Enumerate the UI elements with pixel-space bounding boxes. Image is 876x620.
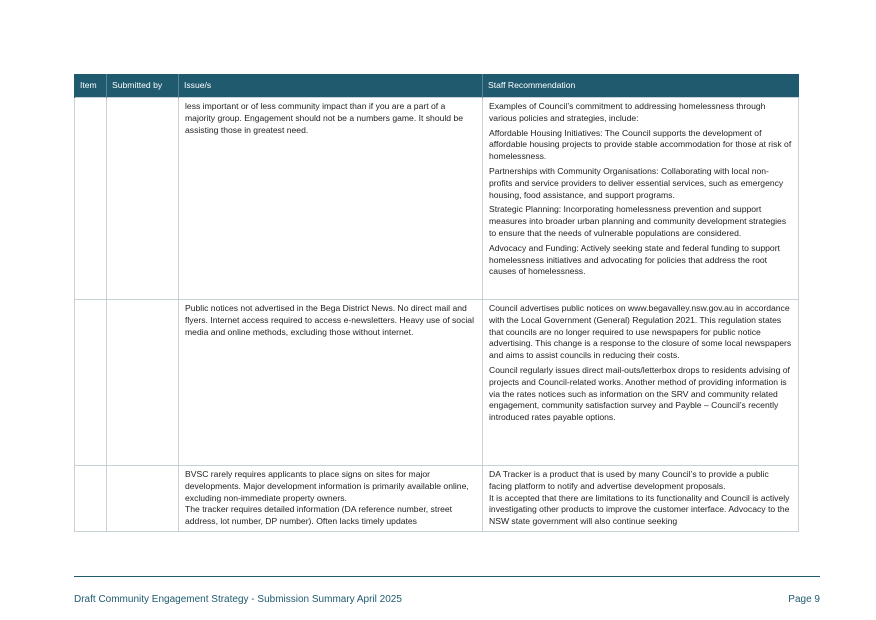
footer-divider	[74, 576, 820, 577]
issue-cell	[179, 98, 483, 300]
recommendation-text: It is accepted that there are limitations to its functionality and Council is actively investigating other products to improve the customer interface. Advocacy to the NSW state government will also continue seeking	[489, 492, 790, 527]
table-row	[75, 300, 799, 466]
recommendation-cell	[483, 98, 799, 300]
recommendation-text: Advocacy and Funding: Actively seeking state and federal funding to support homelessness initiatives and advocating for policies that address the root causes of homelessness.	[489, 242, 780, 277]
table-row	[75, 98, 799, 300]
recommendation-text: Council advertises public notices on www.begavalley.nsw.gov.au in accordance with the Local Government (General) Regulation 2021. This regulation states that councils are no longer required to use newspapers for public notice advertising. This change is a response to the closure of some local newspapers and aims to assist councils in reducing their costs.	[489, 303, 792, 361]
submitted-by-cell	[107, 466, 179, 532]
recommendation-text: Affordable Housing Initiatives: The Council supports the development of affordable housing projects to provide stable accommodation for those at risk of homelessness.	[489, 127, 792, 162]
issue-text: The tracker requires detailed information (DA reference number, street address, lot number, DP number). Often lacks timely updates	[185, 504, 453, 527]
header-item: Item	[75, 74, 107, 98]
submitted-by-cell	[107, 300, 179, 466]
recommendation-text: DA Tracker is a product that is used by many Council’s to provide a public facing platform to notify and advertise development proposals.	[489, 469, 769, 491]
item-cell	[75, 466, 107, 532]
issue-cell	[179, 300, 483, 466]
table-row	[75, 466, 799, 532]
footer-title: Draft Community Engagement Strategy - Submission Summary April 2025	[74, 594, 402, 605]
header-issues: Issue/s	[179, 74, 483, 98]
recommendation-text: Examples of Council’s commitment to addressing homelessness through various policies and strategies, include:	[489, 101, 766, 123]
recommendation-text: Strategic Planning: Incorporating homelessness prevention and support measures into broader urban planning and community development strategies to ensure that the needs of vulnerable populations are considered.	[489, 204, 787, 238]
issue-text: BVSC rarely requires applicants to place signs on sites for major developments. Major development information is primarily available online, excluding non-immediate property owners.	[185, 469, 469, 503]
recommendation-cell	[483, 300, 799, 466]
table-header-row	[75, 74, 799, 98]
submission-table	[74, 74, 799, 532]
item-cell	[75, 98, 107, 300]
submitted-by-cell	[107, 98, 179, 300]
item-cell	[75, 300, 107, 466]
recommendation-text: Partnerships with Community Organisations: Collaborating with local non-profits and service providers to deliver essential services, such as emergency housing, food assistance, and support programs.	[489, 165, 784, 200]
page-number: Page 9	[788, 594, 820, 605]
recommendation-text: Council regularly issues direct mail-outs/letterbox drops to residents advising of projects and Council-related works. Another method of providing information is via the rates notices such as information on the SRV and community related engagement, community satisfaction survey and Payble – Council’s recently introduced rates payable options.	[489, 364, 790, 423]
issue-text: less important or of less community impact than if you are a part of a majority group. Engagement should not be a numbers game. It should be assisting those in greatest need.	[185, 101, 464, 135]
issue-text: Public notices not advertised in the Bega District News. No direct mail and flyers. Internet access required to access e-newsletters. Heavy use of social media and online methods, excluding those without internet.	[185, 303, 474, 337]
header-submitted-by: Submitted by	[107, 74, 179, 98]
issue-cell	[179, 466, 483, 532]
header-staff-recommendation: Staff Recommendation	[483, 74, 799, 98]
recommendation-cell	[483, 466, 799, 532]
